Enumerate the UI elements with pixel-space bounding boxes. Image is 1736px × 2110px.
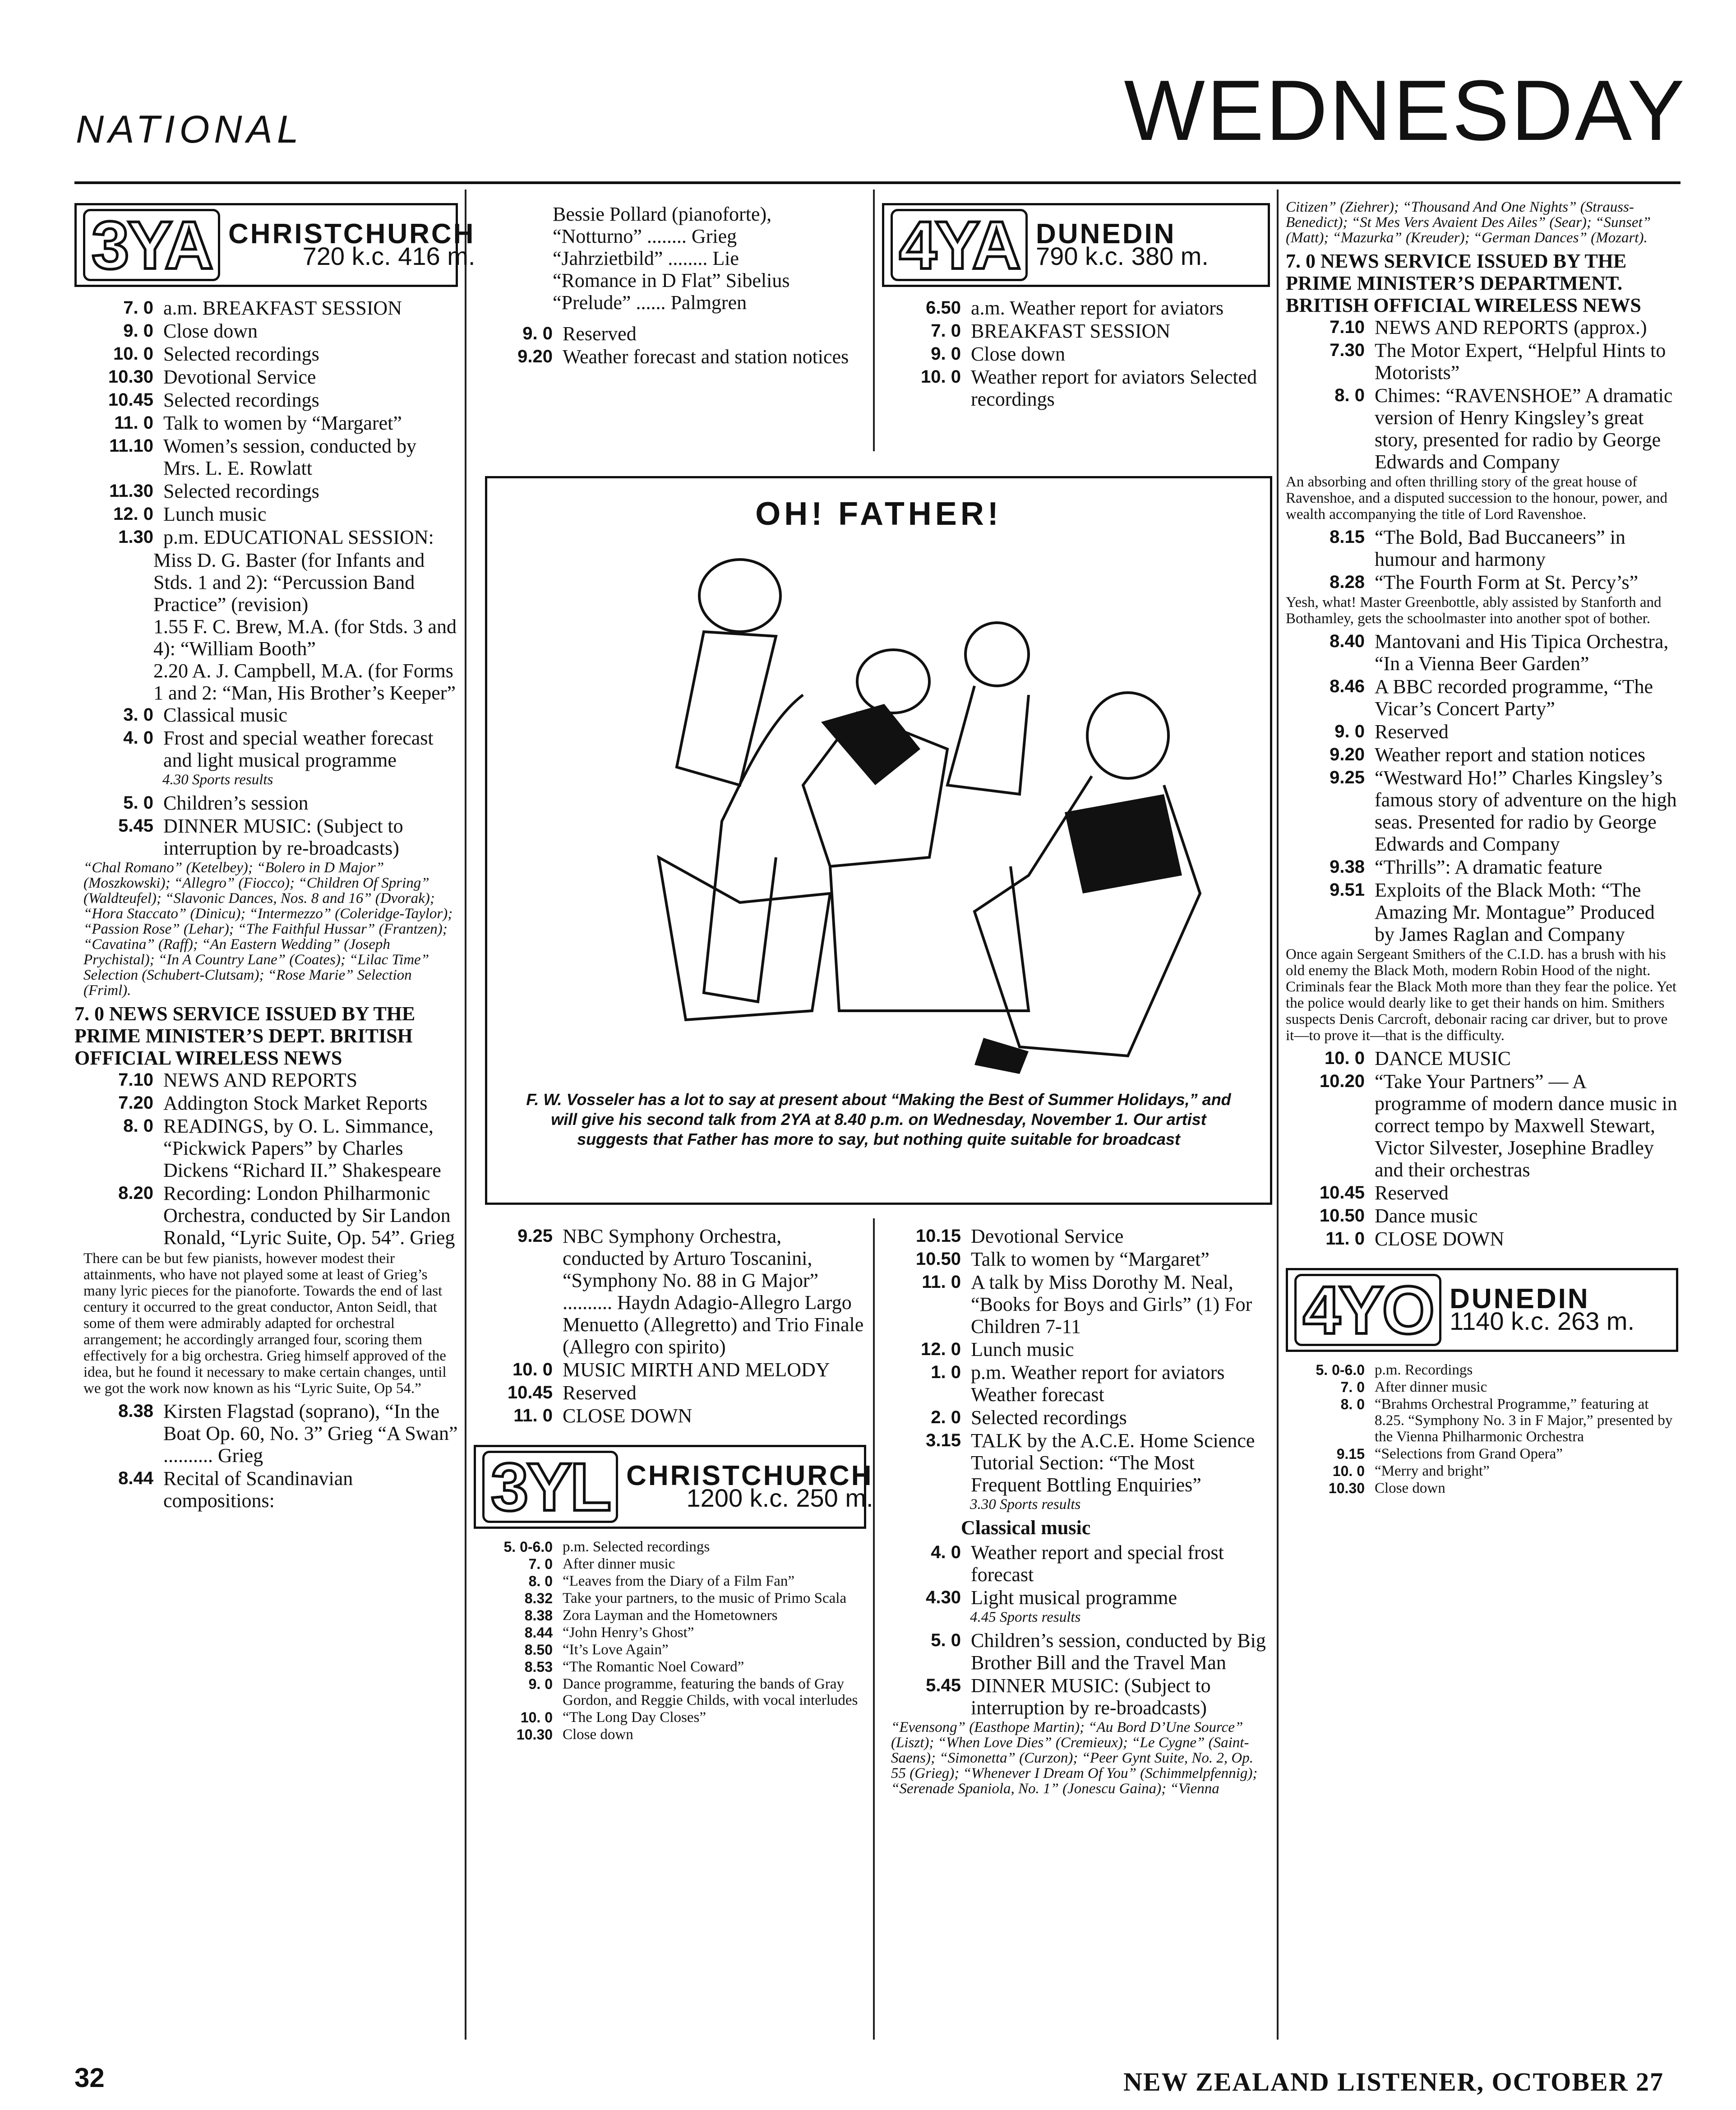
program-title: “It’s Love Again” xyxy=(563,1642,669,1658)
program-row xyxy=(882,1225,1270,1247)
program-row xyxy=(474,1556,866,1572)
edu-item: 1.55 F. C. Brew, M.A. (for Stds. 3 and 4): “William Booth” xyxy=(153,615,457,660)
program-time: 4.30 xyxy=(926,1587,961,1607)
program-title: “The Bold, Bad Buccaneers” in humour and harmony xyxy=(1375,526,1625,570)
program-row xyxy=(882,1338,1270,1360)
program-time: 10.30 xyxy=(516,1726,553,1743)
program-title: p.m. EDUCATIONAL SESSION: xyxy=(163,526,434,548)
column-3ya-late xyxy=(474,1225,873,1744)
header-rule xyxy=(74,181,1681,184)
program-time: 9.20 xyxy=(1330,745,1365,764)
program-title: Weather forecast and station notices xyxy=(563,346,849,368)
program-row xyxy=(474,323,866,345)
program-row xyxy=(74,792,458,814)
program-time: 12. 0 xyxy=(921,1339,961,1359)
program-title: “Westward Ho!” Charles Kingsley’s famous story of adventure on the high seas. Presented for radio by George Edwards and Company xyxy=(1375,767,1677,855)
program-time: 10. 0 xyxy=(512,1360,553,1379)
program-title: Reserved xyxy=(1375,1182,1449,1204)
program-time: 10.45 xyxy=(1319,1183,1365,1203)
program-row xyxy=(474,1405,866,1427)
station-name: DUNEDIN xyxy=(1036,218,1176,250)
program-time: 9. 0 xyxy=(123,321,153,341)
program-row xyxy=(1286,767,1678,855)
program-title: Exploits of the Black Moth: “The Amazing Mr. Montague” Produced by James Raglan and Company xyxy=(1375,879,1655,945)
program-time: 11.10 xyxy=(109,436,153,456)
program-row xyxy=(1286,856,1678,878)
program-row xyxy=(1286,571,1678,593)
program-time: 7. 0 xyxy=(931,321,961,341)
program-row xyxy=(474,1709,866,1726)
program-row xyxy=(74,503,458,525)
program-time: 8.44 xyxy=(118,1468,153,1488)
callsign-logo: 4YO xyxy=(1294,1274,1441,1346)
program-list xyxy=(1286,1362,1678,1496)
station-frequency: 1200 k.c. 250 m. xyxy=(686,1484,873,1512)
recital-item: “Notturno” ........ Grieg xyxy=(553,225,737,247)
program-title: Chimes: “RAVENSHOE” A dramatic version of Henry Kingsley’s great story, presented for radio by George Edwards and Company xyxy=(1375,384,1673,473)
program-row xyxy=(74,1400,458,1467)
program-time: 1.30 xyxy=(118,527,153,547)
greenbottle-note: Yesh, what! Master Greenbottle, ably assisted by Stanforth and Bothamley, gets the schoolmaster into another spot of bother. xyxy=(1286,594,1662,627)
program-time: 8. 0 xyxy=(528,1573,553,1589)
program-title: Mantovani and His Tipica Orchestra, “In a Vienna Beer Garden” xyxy=(1375,630,1669,675)
station-name: DUNEDIN xyxy=(1450,1283,1590,1314)
program-row xyxy=(474,1225,866,1358)
program-title: MUSIC MIRTH AND MELODY xyxy=(563,1359,830,1381)
program-title: Selected recordings xyxy=(163,389,319,411)
callsign-logo: 4YA xyxy=(891,209,1028,281)
program-list xyxy=(474,1539,866,1743)
program-title: Talk to women by “Margaret” xyxy=(971,1248,1210,1270)
program-row xyxy=(882,1629,1270,1674)
program-time: 10. 0 xyxy=(113,344,153,364)
station-frequency: 790 k.c. 380 m. xyxy=(1036,242,1209,270)
column-divider xyxy=(873,190,875,451)
dinner-music-list: “Chal Romano” (Ketelbey); “Bolero in D Major” (Moszkowski); “Allegro” (Fiocco); “Children Of Spring” (Waldteufel); “Slavonic Dances, Nos. 8 and 16” (Dvorak); “Hora Staccato” (Dinicu); “Intermezzo” (Coleridge-Taylor); “Passion Rose” (Lehar); “The Faithful Hussar” (Frantzen); “Cavatina” (Raff); “An Eastern Wedding” (Joseph Prychistal); “In A Country Lane” (Coates); “Lilac Time” Selection (Schubert-Clutsam); “Rose Marie” Selection (Friml). xyxy=(83,860,453,999)
program-title: NBC Symphony Orchestra, conducted by Arturo Toscanini, “Symphony No. 88 in G Major” .......... Haydn Adagio-Allegro Largo Menuetto (Allegretto) and Trio Finale (Allegro con spirito) xyxy=(563,1225,864,1358)
publication-footer: NEW ZEALAND LISTENER, OCTOBER 27 xyxy=(1123,2067,1664,2096)
program-row xyxy=(882,366,1270,410)
program-time: 9.15 xyxy=(1336,1446,1365,1462)
program-time: 9. 0 xyxy=(1334,722,1365,741)
program-time: 5.45 xyxy=(926,1675,961,1695)
program-title: NEWS AND REPORTS (approx.) xyxy=(1375,316,1647,338)
program-list xyxy=(474,1225,866,1427)
program-row xyxy=(1286,1446,1678,1462)
program-title: Lunch music xyxy=(163,503,267,525)
program-row xyxy=(1286,1463,1678,1479)
program-row xyxy=(74,727,458,771)
program-row xyxy=(882,1361,1270,1406)
program-title: DANCE MUSIC xyxy=(1375,1047,1511,1069)
program-title: Reserved xyxy=(563,1382,637,1404)
program-time: 10. 0 xyxy=(1332,1463,1365,1479)
program-time: 9.51 xyxy=(1330,880,1365,900)
program-list xyxy=(882,1629,1270,1719)
program-list xyxy=(882,297,1270,410)
program-title: Lunch music xyxy=(971,1338,1074,1360)
recital-item: “Prelude” ...... Palmgren xyxy=(553,292,747,314)
program-title: Selected recordings xyxy=(163,343,319,365)
program-time: 7.30 xyxy=(1330,340,1365,360)
program-title: Weather report and station notices xyxy=(1375,744,1646,766)
station-frequency: 720 k.c. 416 m. xyxy=(302,242,476,270)
cartoon-illustration xyxy=(487,532,1270,1087)
program-title: A BBC recorded programme, “The Vicar’s Concert Party” xyxy=(1375,676,1653,720)
program-time: 1. 0 xyxy=(931,1362,961,1382)
program-row xyxy=(882,1675,1270,1719)
program-time: 8.44 xyxy=(524,1624,553,1641)
program-row xyxy=(74,435,458,479)
program-row xyxy=(882,1430,1270,1496)
program-time: 10.15 xyxy=(915,1226,961,1246)
program-time: 10.50 xyxy=(1319,1206,1365,1226)
cartoon-caption: F. W. Vosseler has a lot to say at present about “Making the Best of Summer Holidays,” and will give his second talk from 2YA at 8.40 p.m. on Wednesday, November 1. Our artist suggests that Father has more to say, but nothing quite suitable for broadcast xyxy=(526,1090,1231,1148)
program-time: 9.25 xyxy=(517,1226,553,1246)
program-row xyxy=(74,389,458,411)
program-row xyxy=(882,1541,1270,1586)
program-row xyxy=(74,815,458,859)
program-row xyxy=(1286,721,1678,743)
program-list xyxy=(1286,1047,1678,1250)
program-time: 8.40 xyxy=(1330,631,1365,651)
program-list xyxy=(74,1069,458,1249)
program-row xyxy=(1286,1228,1678,1250)
program-title: After dinner music xyxy=(563,1556,675,1572)
program-row xyxy=(74,1115,458,1181)
program-title: READINGS, by O. L. Simmance, “Pickwick Papers” by Charles Dickens “Richard II.” Shakespeare xyxy=(163,1115,441,1181)
program-time: 8.50 xyxy=(524,1642,553,1658)
program-title: Children’s session, conducted by Big Brother Bill and the Travel Man xyxy=(971,1629,1266,1674)
program-time: 8.53 xyxy=(524,1659,553,1675)
section-label: NATIONAL xyxy=(76,108,303,151)
black-moth-note: Once again Sergeant Smithers of the C.I.D. has a brush with his old enemy the Black Moth, modern Robin Hood of the night. Criminals fear the Black Moth more than they fear the police. Yet the police would dearly like to get their hands on him. Smithers suspects Denis Carcroft, debonair racing car driver, but to prove it—to prove it—that is the difficulty. xyxy=(1286,946,1677,1044)
program-row xyxy=(1286,1047,1678,1069)
grieg-note: There can be but few pianists, however modest their attainments, who have not played some at least of Grieg’s many lyric pieces for the pianoforte. Towards the end of last century it occurred to the great conductor, Anton Seidl, that some of them were admirably adapted for orchestral arrangement; he accordingly arranged four, scoring them effectively for a big orchestra. Grieg himself approved of the idea, but he found it necessary to make certain changes, until we got the work now known as his “Lyric Suite, Op 54.” xyxy=(83,1250,447,1397)
program-time: 5. 0-6.0 xyxy=(503,1539,553,1555)
program-time: 5. 0 xyxy=(123,793,153,813)
program-time: 6.50 xyxy=(926,298,961,318)
program-title: “Take Your Partners” — A programme of modern dance music in correct tempo by Maxwell Stewart, Victor Silvester, Josephine Bradley and their orchestras xyxy=(1375,1070,1677,1181)
cartoon-title: OH! FATHER! xyxy=(755,496,1002,532)
program-row xyxy=(74,1092,458,1114)
program-time: 11.30 xyxy=(109,481,153,501)
program-title: Weather report for aviators Selected recordings xyxy=(971,366,1257,410)
ravenshoe-note: An absorbing and often thrilling story of the great house of Ravenshoe, and a disputed succession to the honour, power, and wealth accompanying the title of Lord Ravenshoe. xyxy=(1286,474,1667,523)
program-title: Light musical programme xyxy=(971,1587,1177,1609)
program-title: Selected recordings xyxy=(971,1407,1127,1429)
program-list xyxy=(474,323,866,368)
program-title: Recital of Scandinavian compositions: xyxy=(163,1467,353,1512)
program-row xyxy=(74,343,458,365)
program-time: 10.30 xyxy=(108,367,153,387)
program-row xyxy=(474,1624,866,1641)
program-time: 4. 0 xyxy=(931,1542,961,1562)
column-4ya-evening xyxy=(1286,199,1678,1497)
page-number: 32 xyxy=(74,2063,105,2093)
recital-item: Bessie Pollard (pianoforte), xyxy=(553,203,772,225)
program-row xyxy=(1286,316,1678,338)
program-title: Frost and special weather forecast and light musical programme xyxy=(163,727,434,771)
program-row xyxy=(1286,1480,1678,1496)
program-title: “Selections from Grand Opera” xyxy=(1375,1446,1563,1462)
program-title: Devotional Service xyxy=(971,1225,1124,1247)
program-time: 7. 0 xyxy=(123,298,153,318)
station-name: CHRISTCHURCH xyxy=(228,218,476,250)
program-row xyxy=(882,320,1270,342)
program-title: Dance programme, featuring the bands of Gray Gordon, and Reggie Childs, with vocal interludes xyxy=(563,1676,858,1708)
program-title: “Leaves from the Diary of a Film Fan” xyxy=(563,1573,795,1589)
sports-note: 4.30 Sports results xyxy=(162,772,273,788)
program-title: “The Fourth Form at St. Percy’s” xyxy=(1375,571,1639,593)
program-time: 9. 0 xyxy=(522,324,553,343)
program-title: DINNER MUSIC: (Subject to interruption by re-broadcasts) xyxy=(971,1675,1211,1719)
program-time: 5.45 xyxy=(118,816,153,836)
sports-note: 4.45 Sports results xyxy=(970,1609,1081,1625)
station-box-3yl xyxy=(474,1445,873,1529)
column-divider xyxy=(465,190,466,2040)
program-title: “Merry and bright” xyxy=(1375,1463,1490,1479)
program-time: 8. 0 xyxy=(1340,1396,1365,1412)
program-row xyxy=(74,526,458,548)
program-time: 8.20 xyxy=(118,1183,153,1203)
column-divider xyxy=(873,1218,875,2040)
program-time: 9.20 xyxy=(517,347,553,366)
program-list xyxy=(1286,316,1678,473)
program-row xyxy=(474,1676,866,1708)
program-time: 8.28 xyxy=(1330,572,1365,592)
program-list xyxy=(1286,526,1678,593)
column-4ya-day xyxy=(882,1225,1270,1801)
program-title: Classical music xyxy=(163,704,287,726)
program-row xyxy=(882,343,1270,365)
program-time: 5. 0 xyxy=(931,1630,961,1650)
program-row xyxy=(1286,526,1678,570)
program-title: DINNER MUSIC: (Subject to interruption by re-broadcasts) xyxy=(163,815,403,859)
program-title: a.m. BREAKFAST SESSION xyxy=(163,297,402,319)
program-row xyxy=(474,1359,866,1381)
educational-list xyxy=(74,549,458,704)
station-box-4yo xyxy=(1286,1268,1678,1352)
program-row xyxy=(474,1659,866,1675)
program-row xyxy=(474,1642,866,1658)
program-row xyxy=(1286,1070,1678,1181)
program-time: 12. 0 xyxy=(113,504,153,524)
program-time: 8.38 xyxy=(524,1607,553,1624)
program-title: NEWS AND REPORTS xyxy=(163,1069,358,1091)
program-title: a.m. Weather report for aviators xyxy=(971,297,1224,319)
program-title: Selected recordings xyxy=(163,480,319,502)
program-title: Devotional Service xyxy=(163,366,316,388)
dinner-music-list: “Evensong” (Easthope Martin); “Au Bord D’Une Source” (Liszt); “When Love Dies” (Cremieux); “Le Cygne” (Saint-Saens); “Simonetta” (Curzon); “Peer Gynt Suite, No. 2, Op. 55 (Grieg); “Whenever I Dream Of You” (Schimmelpfennig); “Serenade Spaniola, No. 1” (Jonescu Gaina); “Vienna xyxy=(891,1719,1258,1797)
program-row xyxy=(74,1069,458,1091)
program-title: Reserved xyxy=(563,323,637,345)
program-time: 5. 0-6.0 xyxy=(1316,1362,1365,1378)
station-box-3ya xyxy=(74,203,476,287)
program-row xyxy=(882,1407,1270,1429)
program-time: 9.25 xyxy=(1330,768,1365,787)
program-title: Take your partners, to the music of Primo Scala xyxy=(563,1590,847,1606)
program-title: Close down xyxy=(163,320,258,342)
program-time: 11. 0 xyxy=(922,1272,961,1292)
edu-item: 2.20 A. J. Campbell, M.A. (for Forms 1 and 2: “Man, His Brother’s Keeper” xyxy=(153,660,456,704)
program-title: TALK by the A.C.E. Home Science Tutorial Section: “The Most Frequent Bottling Enquiries” xyxy=(971,1430,1255,1496)
program-list xyxy=(74,297,458,548)
program-list xyxy=(74,792,458,859)
program-row xyxy=(74,366,458,388)
program-title: CLOSE DOWN xyxy=(563,1405,693,1427)
program-title: “The Romantic Noel Coward” xyxy=(563,1659,744,1675)
program-row xyxy=(74,1467,458,1512)
program-row xyxy=(474,1573,866,1589)
program-list xyxy=(882,1225,1270,1496)
program-time: 10.20 xyxy=(1319,1071,1365,1091)
program-time: 3.15 xyxy=(926,1430,961,1450)
edu-item: Miss D. G. Baster (for Infants and Stds. 1 and 2): “Percussion Band Practice” (revision) xyxy=(153,549,425,615)
program-time: 8. 0 xyxy=(123,1116,153,1136)
program-time: 8.32 xyxy=(524,1590,553,1606)
program-row xyxy=(1286,1205,1678,1227)
program-time: 8.15 xyxy=(1330,527,1365,547)
program-title: A talk by Miss Dorothy M. Neal, “Books for Boys and Girls” (1) For Children 7-11 xyxy=(971,1271,1252,1337)
program-row xyxy=(74,412,458,434)
program-time: 11. 0 xyxy=(513,1406,553,1425)
station-name: CHRISTCHURCH xyxy=(626,1460,873,1491)
program-title: “John Henry’s Ghost” xyxy=(563,1624,694,1641)
news-service: 7. 0 NEWS SERVICE ISSUED BY THE PRIME MINISTER’S DEPT. BRITISH OFFICIAL WIRELESS NEWS xyxy=(74,1003,416,1069)
dinner-music-cont: Citizen” (Ziehrer); “Thousand And One Nights” (Strauss-Benedict); “St Mes Vers Avaient Des Ailes” (Sear); “Sunset” (Matt); “Mazurka” (Kreuder); “German Dances” (Mozart). xyxy=(1286,199,1651,246)
program-time: 10.30 xyxy=(1328,1480,1365,1496)
program-row xyxy=(1286,1396,1678,1445)
program-time: 10. 0 xyxy=(921,367,961,387)
program-row xyxy=(74,480,458,502)
day-title: WEDNESDAY xyxy=(1124,63,1686,158)
callsign-logo: 3YL xyxy=(482,1451,618,1523)
column-3ya xyxy=(74,199,476,1513)
program-title: The Motor Expert, “Helpful Hints to Motorists” xyxy=(1375,339,1666,384)
program-time: 10.45 xyxy=(507,1383,553,1402)
program-title: Weather report and special frost forecast xyxy=(971,1541,1224,1586)
program-time: 7. 0 xyxy=(1340,1379,1365,1395)
column-4ya xyxy=(882,199,1270,411)
program-title: Talk to women by “Margaret” xyxy=(163,412,402,434)
program-title: Recording: London Philharmonic Orchestra, conducted by Sir Landon Ronald, “Lyric Suite, Op. 54”. Grieg xyxy=(163,1182,455,1249)
recital-item: “Jahrzietbild” ........ Lie xyxy=(553,247,739,269)
sports-note: 3.30 Sports results xyxy=(970,1496,1081,1513)
callsign-logo: 3YA xyxy=(83,209,220,281)
program-time: 8.38 xyxy=(118,1401,153,1421)
program-row xyxy=(474,1590,866,1606)
program-time: 9. 0 xyxy=(528,1676,553,1692)
program-time: 8. 0 xyxy=(1334,385,1365,405)
program-row xyxy=(74,320,458,342)
program-time: 10. 0 xyxy=(520,1709,553,1726)
program-title: “The Long Day Closes” xyxy=(563,1709,706,1726)
program-title: Reserved xyxy=(1375,721,1449,743)
program-time: 2. 0 xyxy=(931,1407,961,1427)
program-time: 9.38 xyxy=(1330,857,1365,877)
cartoon-panel xyxy=(485,476,1272,1205)
program-time: 8.46 xyxy=(1330,676,1365,696)
program-row xyxy=(882,1271,1270,1337)
program-row xyxy=(474,1726,866,1743)
program-time: 11. 0 xyxy=(114,413,153,433)
program-row xyxy=(1286,744,1678,766)
program-row xyxy=(1286,384,1678,473)
program-row xyxy=(1286,1182,1678,1204)
program-title: Kirsten Flagstad (soprano), “In the Boat Op. 60, No. 3” Grieg “A Swan” .......... Grieg xyxy=(163,1400,458,1467)
program-title: p.m. Selected recordings xyxy=(563,1539,710,1555)
program-row xyxy=(1286,1379,1678,1395)
program-row xyxy=(74,704,458,726)
program-time: 9. 0 xyxy=(931,344,961,364)
program-time: 7.20 xyxy=(118,1093,153,1113)
program-time: 11. 0 xyxy=(1325,1229,1365,1249)
program-title: Zora Layman and the Hometowners xyxy=(563,1607,778,1624)
program-row xyxy=(882,1248,1270,1270)
program-title: CLOSE DOWN xyxy=(1375,1228,1505,1250)
program-title: “Thrills”: A dramatic feature xyxy=(1375,856,1602,878)
classical-music: Classical music xyxy=(961,1517,1091,1539)
program-title: “Brahms Orchestral Programme,” featuring at 8.25. “Symphony No. 3 in F Major,” presented by the Vienna Philharmonic Orchestra xyxy=(1375,1396,1673,1445)
program-title: Dance music xyxy=(1375,1205,1478,1227)
program-time: 7.10 xyxy=(1330,317,1365,337)
program-title: BREAKFAST SESSION xyxy=(971,320,1171,342)
program-title: Women’s session, conducted by Mrs. L. E. Rowlatt xyxy=(163,435,417,479)
program-list xyxy=(1286,630,1678,945)
program-list xyxy=(882,1541,1270,1609)
news-service: 7. 0 NEWS SERVICE ISSUED BY THE PRIME MINISTER’S DEPARTMENT. BRITISH OFFICIAL WIRELESS NEWS xyxy=(1286,250,1641,316)
program-time: 3. 0 xyxy=(123,705,153,725)
program-list xyxy=(74,704,458,771)
program-row xyxy=(1286,1362,1678,1378)
program-title: Close down xyxy=(971,343,1065,365)
program-row xyxy=(1286,630,1678,675)
program-row xyxy=(474,346,866,368)
program-time: 7. 0 xyxy=(528,1556,553,1572)
program-row xyxy=(474,1382,866,1404)
program-row xyxy=(1286,339,1678,384)
program-title: p.m. Weather report for aviators Weather forecast xyxy=(971,1361,1225,1406)
program-list xyxy=(74,1400,458,1512)
program-row xyxy=(882,297,1270,319)
program-title: After dinner music xyxy=(1375,1379,1487,1395)
program-title: Children’s session xyxy=(163,792,309,814)
column-divider xyxy=(1277,190,1279,2040)
program-time: 10. 0 xyxy=(1325,1048,1365,1068)
program-row xyxy=(882,1587,1270,1609)
station-frequency: 1140 k.c. 263 m. xyxy=(1450,1307,1635,1335)
program-title: Close down xyxy=(563,1726,633,1743)
program-row xyxy=(1286,676,1678,720)
program-title: p.m. Recordings xyxy=(1375,1362,1473,1378)
program-time: 10.45 xyxy=(108,390,153,410)
program-row xyxy=(74,1182,458,1249)
recital-item: “Romance in D Flat” Sibelius xyxy=(553,269,790,292)
program-row xyxy=(474,1539,866,1555)
program-title: Addington Stock Market Reports xyxy=(163,1092,428,1114)
station-box-4ya xyxy=(882,203,1270,287)
column-3ya-cont xyxy=(474,203,866,369)
program-row xyxy=(74,297,458,319)
program-time: 10.50 xyxy=(915,1249,961,1269)
program-row xyxy=(474,1607,866,1624)
program-row xyxy=(1286,879,1678,945)
program-title: Close down xyxy=(1375,1480,1445,1496)
program-time: 7.10 xyxy=(118,1070,153,1090)
program-time: 4. 0 xyxy=(123,728,153,748)
